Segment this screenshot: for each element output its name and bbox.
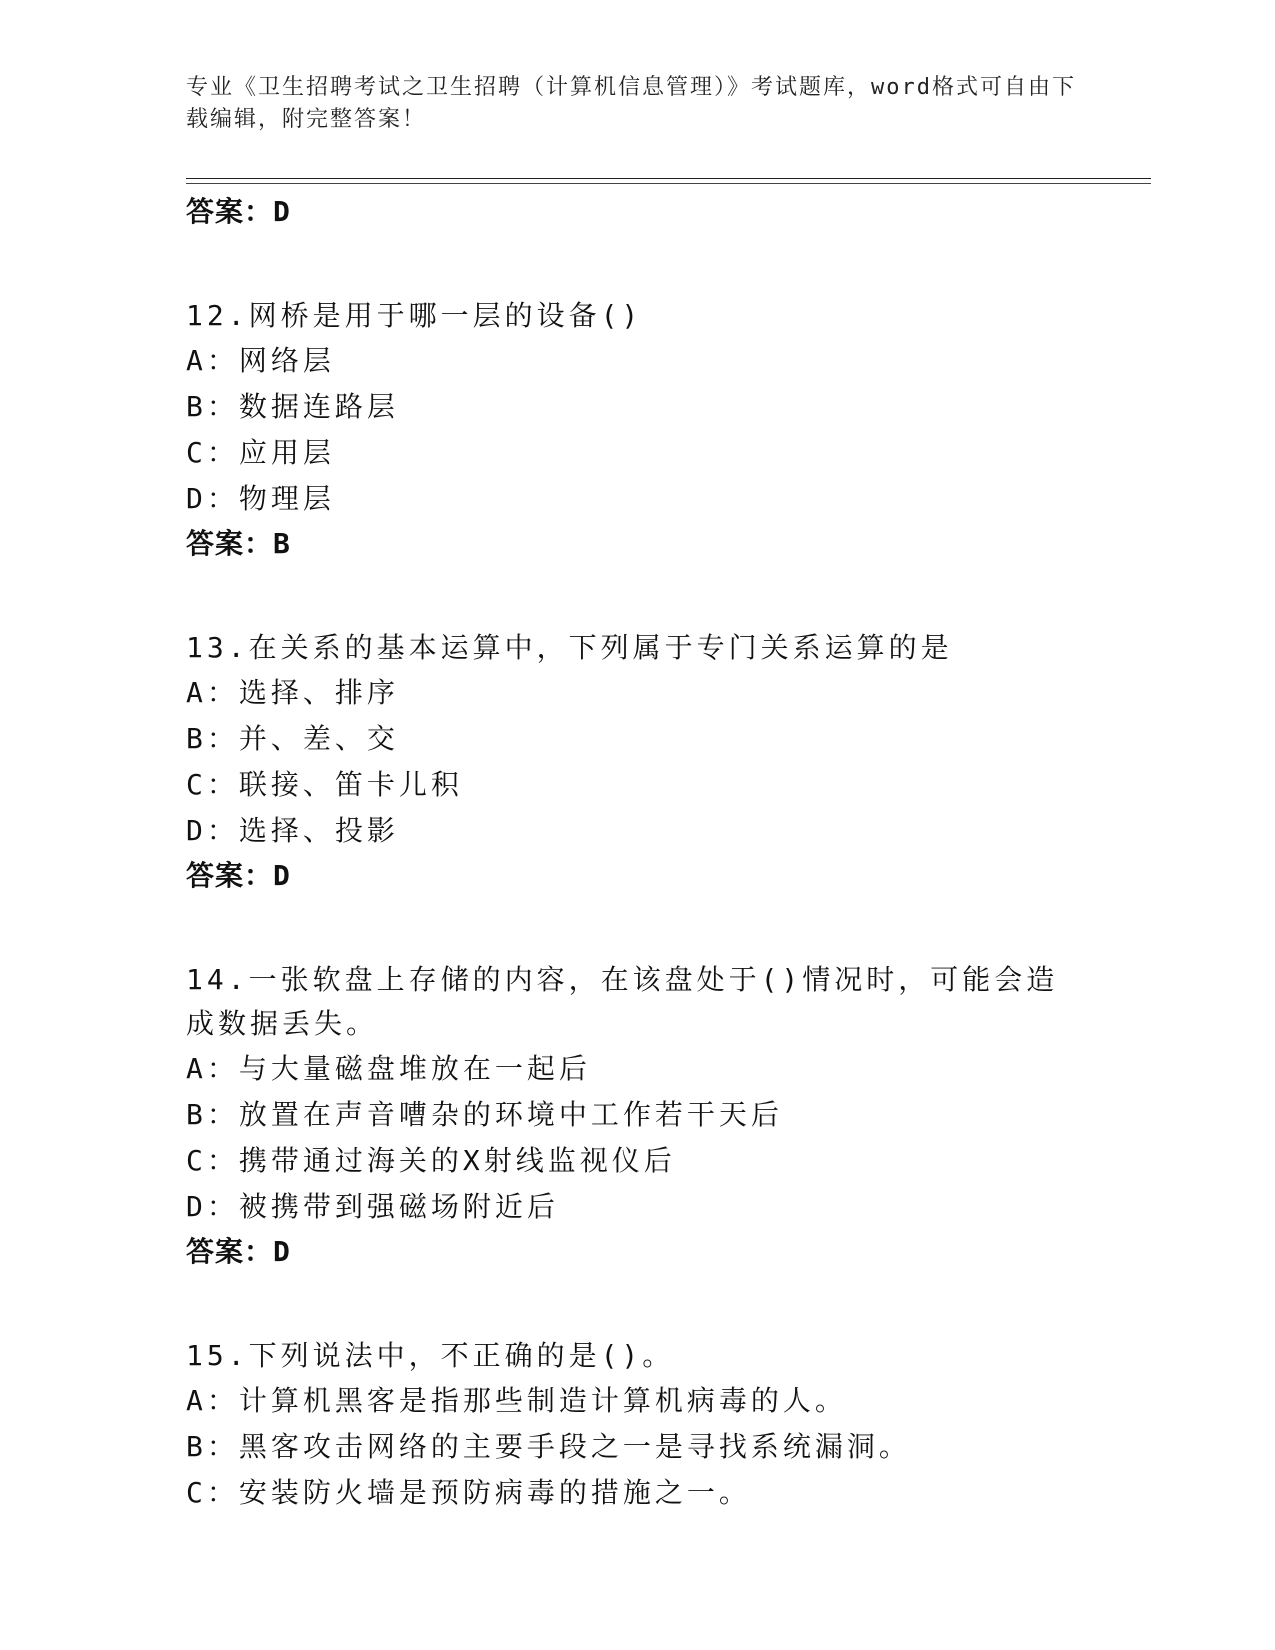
option-b: B：黑客攻击网络的主要手段之一是寻找系统漏洞。	[186, 1430, 911, 1463]
question-stem: 15.下列说法中，不正确的是()。	[186, 1339, 675, 1372]
option-c: C：联接、笛卡儿积	[186, 768, 463, 801]
header-rule-thin	[186, 183, 1151, 184]
question-stem: 12.网桥是用于哪一层的设备()	[186, 299, 643, 332]
option-b: B：放置在声音嘈杂的环境中工作若干天后	[186, 1098, 783, 1131]
option-a: A：与大量磁盘堆放在一起后	[186, 1052, 591, 1085]
option-d: D：被携带到强磁场附近后	[186, 1190, 559, 1223]
header-rule	[186, 178, 1151, 179]
option-c: C：携带通过海关的X射线监视仪后	[186, 1144, 676, 1177]
page-header: 专业《卫生招聘考试之卫生招聘（计算机信息管理）》考试题库，word格式可自由下载编辑，附完整答案！	[186, 75, 1076, 132]
answer-line: 答案：D	[186, 859, 291, 892]
question-14	[186, 958, 1076, 1274]
option-d: D：物理层	[186, 482, 335, 515]
answer-line: 答案：D	[186, 195, 291, 228]
option-c: C：安装防火墙是预防病毒的措施之一。	[186, 1476, 751, 1509]
question-list	[186, 190, 1076, 1516]
answer-line: 答案：D	[186, 1235, 291, 1268]
option-a: A：选择、排序	[186, 676, 399, 709]
question-12	[186, 294, 1076, 566]
option-d: D：选择、投影	[186, 814, 399, 847]
option-a: A：网络层	[186, 344, 335, 377]
question-13	[186, 626, 1076, 898]
question-15	[186, 1334, 1076, 1516]
option-b: B：数据连路层	[186, 390, 399, 423]
question-stem: 13.在关系的基本运算中，下列属于专门关系运算的是	[186, 631, 953, 664]
option-b: B：并、差、交	[186, 722, 399, 755]
question-stem: 14.一张软盘上存储的内容，在该盘处于()情况时，可能会造成数据丢失。	[186, 963, 1059, 1040]
option-c: C：应用层	[186, 436, 335, 469]
answer-line: 答案：B	[186, 527, 291, 560]
option-a: A：计算机黑客是指那些制造计算机病毒的人。	[186, 1384, 847, 1417]
